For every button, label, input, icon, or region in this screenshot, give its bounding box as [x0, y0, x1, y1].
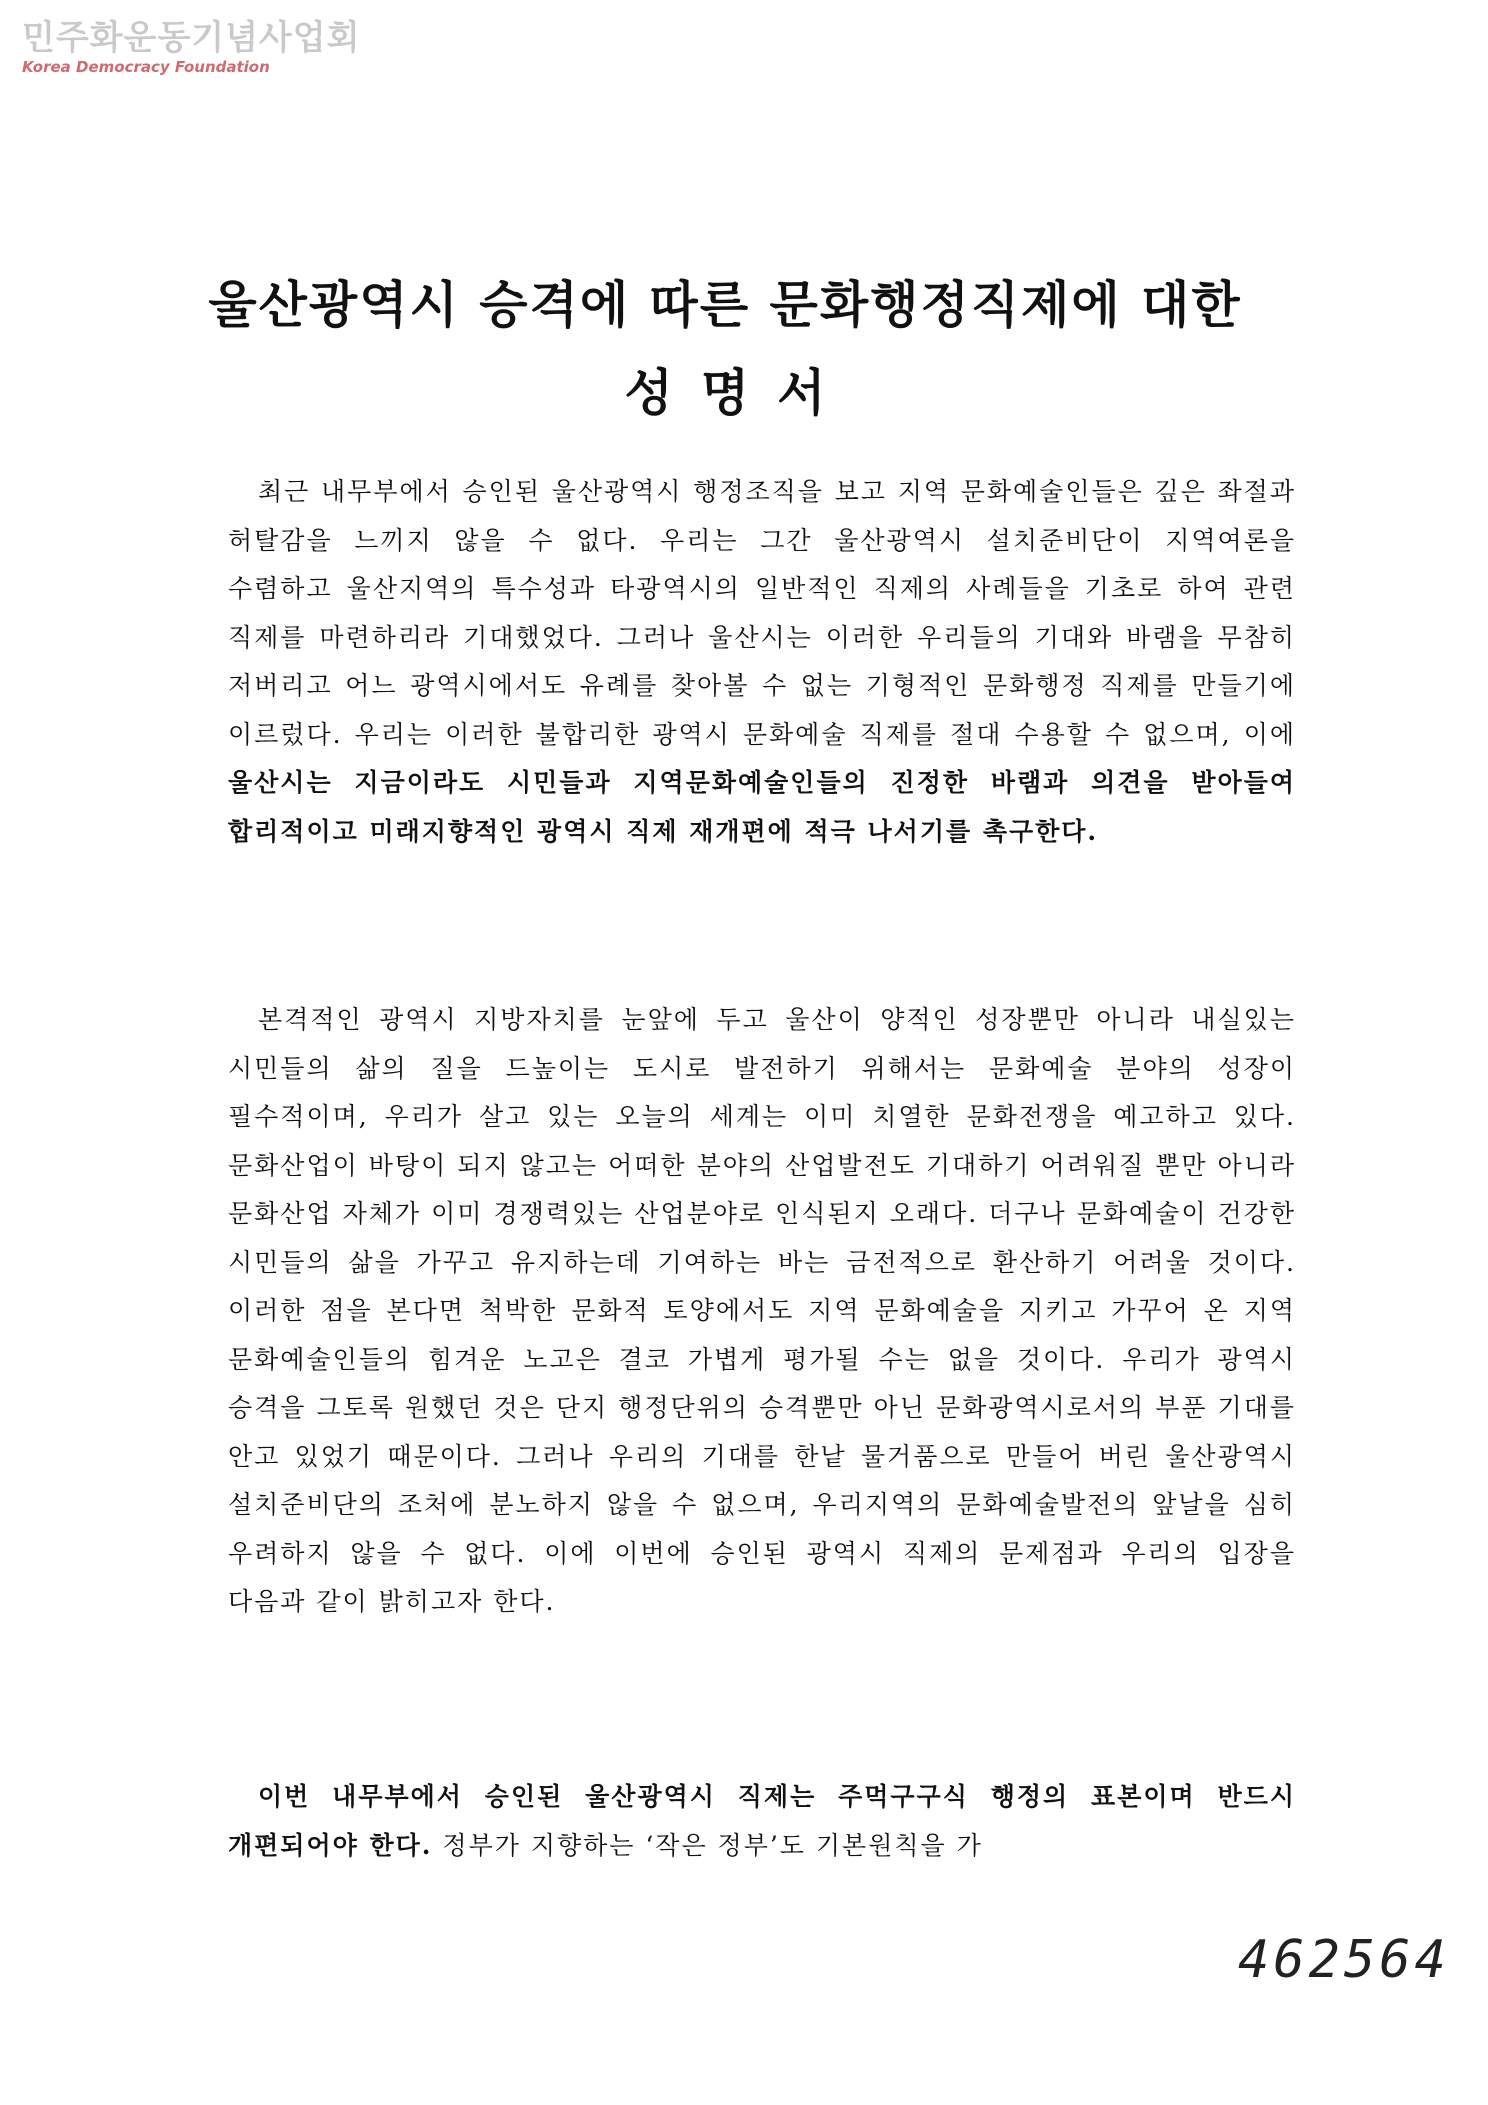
document-title-line-1: 울산광역시 승격에 따른 문화행정직제에 대한 — [208, 275, 1242, 334]
foundation-watermark — [22, 18, 361, 76]
paragraph-1-emphasis: 울산시는 지금이라도 시민들과 지역문화예술인들의 진정한 바램과 의견을 받아들여 합리적이고 미래지향적인 광역시 직제 재개편에 적극 나서기를 촉구한다. — [228, 768, 1296, 846]
paragraph-3 — [228, 1773, 1296, 1870]
watermark-korean-name: 민주화운동기념사업회 — [22, 18, 361, 58]
paragraph-1 — [228, 468, 1296, 856]
watermark-english-name: Korea Democracy Foundation — [22, 58, 270, 76]
paragraph-2: 본격적인 광역시 지방자치를 눈앞에 두고 울산이 양적인 성장뿐만 아니라 내실있는 시민들의 삶의 질을 드높이는 도시로 발전하기 위해서는 문화예술 분야의 성장이 필수적이며, 우리가 살고 있는 오늘의 세계는 이미 치열한 문화전쟁을 예고하고 있다. 문화산업이 바탕이 되지 않고는 어떠한 분야의 산업발전도 기대하기 어려워질 뿐만 아니라 문화산업 자체가 이미 경쟁력있는 산업분야로 인식된지 오래다. 더구나 문화예술이 건강한 시민들의 삶을 가꾸고 유지하는데 기여하는 바는 금전적으로 환산하기 어려울 것이다. 이러한 점을 본다면 척박한 문화적 토양에서도 지역 문화예술을 지키고 가꾸어 온 지역 문화예술인들의 힘겨운 노고은 결코 가볍게 평가될 수는 없을 것이다. 우리가 광역시 승격을 그토록 원했던 것은 단지 행정단위의 승격뿐만 아닌 문화광역시로서의 부푼 기대를 안고 있었기 때문이다. 그러나 우리의 기대를 한낱 물거품으로 만들어 버린 울산광역시 설치준비단의 조처에 분노하지 않을 수 없으며, 우리지역의 문화예술발전의 앞날을 심히 우려하지 않을 수 없다. 이에 이번에 승인된 광역시 직제의 문제점과 우리의 입장을 다음과 같이 밝히고자 한다. — [228, 1005, 1296, 1616]
paragraph-3-emphasis: 이번 내무부에서 승인된 울산광역시 직제는 주먹구구식 행정의 표본이며 반드시 개편되어야 한다. — [228, 1782, 1296, 1860]
handwritten-page-number: 462564 — [1238, 1930, 1450, 1990]
paragraph-3-text: 정부가 지향하는 ‘작은 정부’도 기본원칙을 가 — [432, 1830, 983, 1860]
document-title-line-2: 성명서 — [624, 363, 854, 422]
paragraph-1-text: 최근 내무부에서 승인된 울산광역시 행정조직을 보고 지역 문화예술인들은 깊은 좌절과 허탈감을 느끼지 않을 수 없다. 우리는 그간 울산광역시 설치준비단이 지역여론을 수렴하고 울산지역의 특수성과 타광역시의 일반적인 직제의 사례들을 기초로 하여 관련 직제를 마련하리라 기대했었다. 그러나 울산시는 이러한 우리들의 기대와 바램을 무참히 저버리고 어느 광역시에서도 유례를 찾아볼 수 없는 기형적인 문화행정 직제를 만들기에 이르렀다. 우리는 이러한 불합리한 광역시 문화예술 직제를 절대 수용할 수 없으며, 이에 — [228, 477, 1296, 749]
